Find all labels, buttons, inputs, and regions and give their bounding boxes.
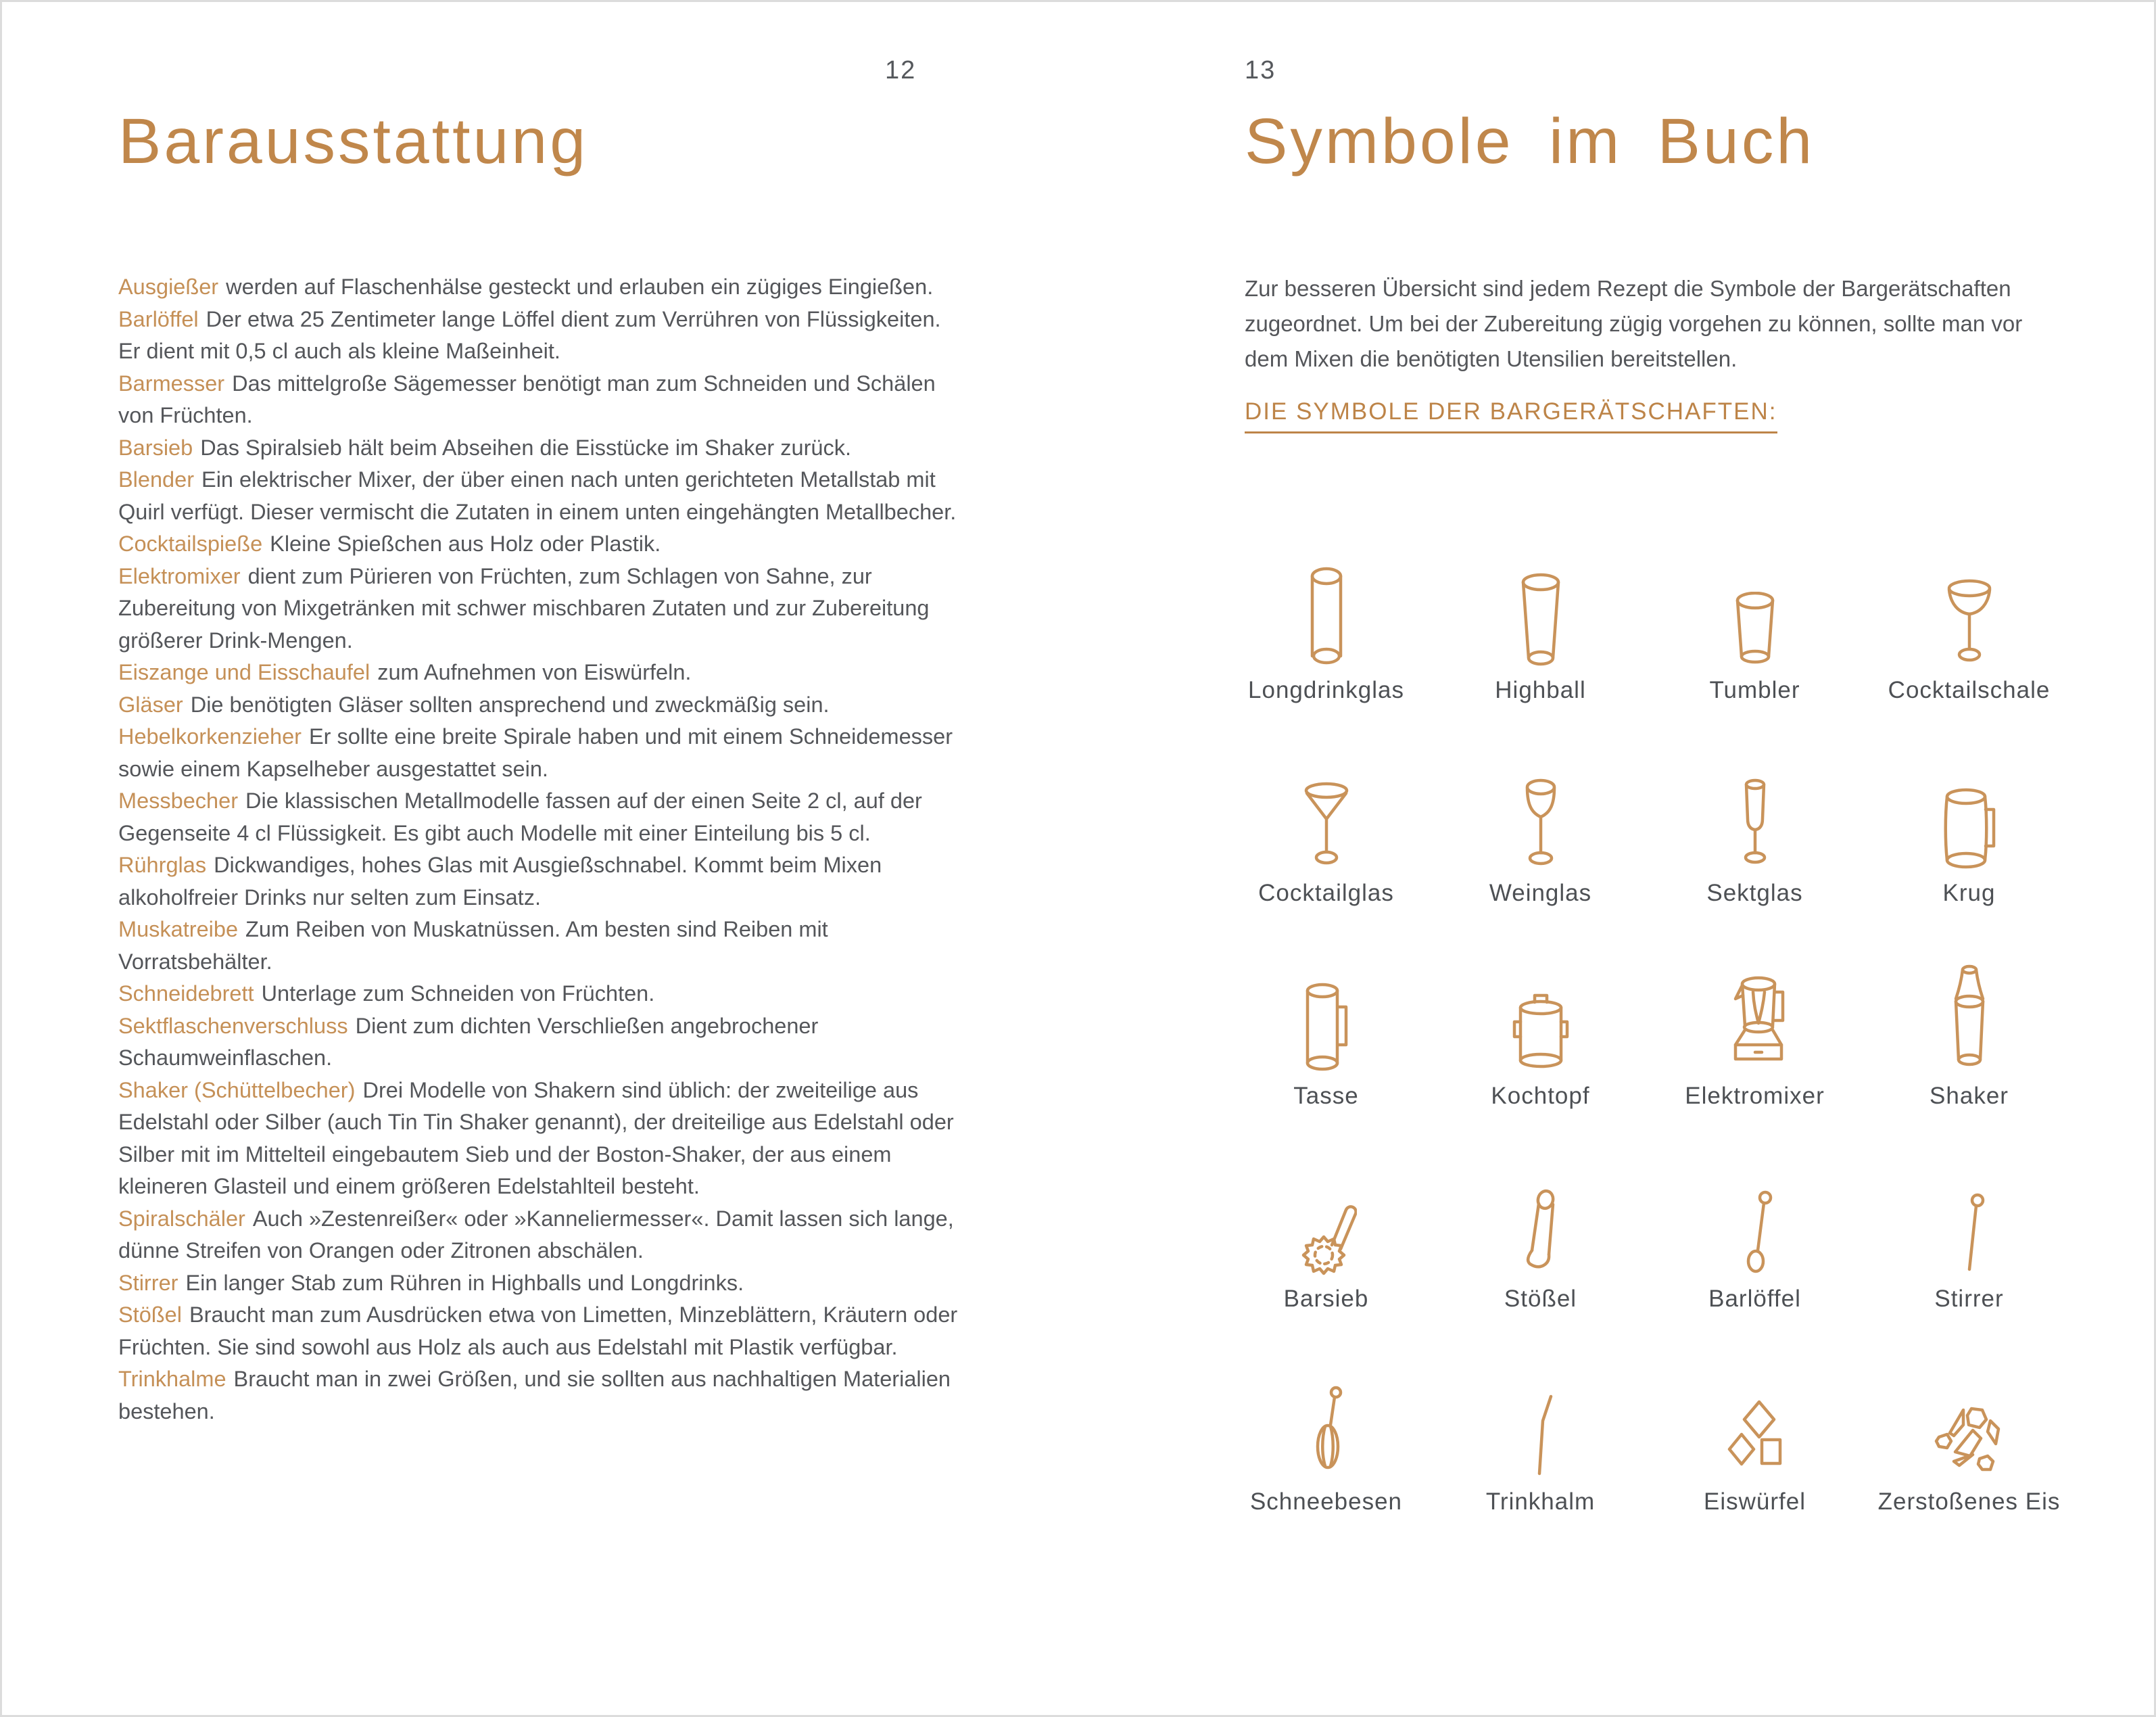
symbol-cell: [1219, 513, 1433, 716]
glossary-definition: Dickwandiges, hohes Glas mit Ausgießschnabel. Kommt beim Mixen alkoholfreier Drinks nur selten zum Einsatz.: [118, 853, 882, 910]
symbols-subheading: DIE SYMBOLE DER BARGERÄTSCHAFTEN:: [1245, 398, 1777, 433]
glossary-entry: [118, 368, 967, 432]
symbol-label: Kochtopf: [1491, 1083, 1590, 1109]
glossary-entry: [118, 914, 967, 978]
glossary-term: Barsieb: [118, 435, 193, 460]
symbol-label: Tumbler: [1709, 677, 1800, 703]
glossary-term: Spiralschäler: [118, 1206, 245, 1231]
trinkhalm-icon: [1525, 1390, 1556, 1479]
glossary-entry: [118, 1010, 967, 1075]
glossary-term: Sektflaschenverschluss: [118, 1013, 348, 1038]
symbol-label: Stirrer: [1934, 1286, 2004, 1312]
glossary-definition: Der etwa 25 Zentimeter lange Löffel dient zum Verrühren von Flüssigkeiten. Er dient mit 0,5 cl auch als kleine Maßeinheit.: [118, 306, 941, 363]
glossary-term: Eiszange und Eisschaufel: [118, 660, 370, 684]
zerstossenes-eis-icon: [1931, 1402, 2008, 1479]
stoessel-icon: [1518, 1188, 1563, 1276]
symbol-cell: [1219, 1122, 1433, 1325]
barsieb-icon: [1296, 1192, 1357, 1276]
glossary-term: Shaker (Schüttelbecher): [118, 1077, 356, 1102]
glossary-definition: Auch »Zestenreißer« oder »Kanneliermesser«. Damit lassen sich lange, dünne Streifen von Orangen oder Zitronen abschälen.: [118, 1206, 954, 1263]
glossary-term: Barlöffel: [118, 306, 199, 331]
glossary-entry: [118, 528, 967, 561]
kochtopf-icon: [1509, 989, 1573, 1073]
glossary-definition: zum Aufnehmen von Eiswürfeln.: [377, 660, 692, 684]
symbol-label: Elektromixer: [1685, 1083, 1825, 1109]
symbol-label: Tasse: [1293, 1083, 1359, 1109]
glossary-entry: [118, 561, 967, 657]
glossary-definition: Drei Modelle von Shakern sind üblich: der zweiteilige aus Edelstahl oder Silber (auch Tin Tin Shaker genannt), der dreiteilige aus Edelstahl oder Silber mit im Mittelteil eingebautem Sieb und der Boston-Shaker, der aus einem kleineren Glasteil und einem größeren Edelstahlteil besteht.: [118, 1077, 954, 1198]
schneebesen-icon: [1304, 1384, 1349, 1479]
symbol-label: Sektglas: [1706, 880, 1803, 906]
glossary-term: Muskatreibe: [118, 917, 239, 941]
tasse-icon: [1301, 981, 1351, 1073]
glossary-definition: Braucht man zum Ausdrücken etwa von Limetten, Minzeblättern, Kräutern oder Früchten. Sie sind sowohl aus Holz als auch aus Edelstahl mit Plastik verfügbar.: [118, 1302, 958, 1359]
glossary-entry: [118, 1203, 967, 1267]
page-number-left: 12: [885, 56, 917, 85]
intro-paragraph: Zur besseren Übersicht sind jedem Rezept die Symbole der Bargerätschaften zugeordnet. Um bei der Zubereitung zügig vorgehen zu können, sollte man vor dem Mixen die benötigten Utensilien bereitstellen.: [1245, 276, 2023, 371]
symbol-cell: [1219, 919, 1433, 1122]
glossary-term: Rührglas: [118, 853, 207, 877]
symbol-label: Cocktailglas: [1258, 880, 1394, 906]
right-page-title: Symbole im Buch: [1245, 105, 1815, 177]
symbol-label: Highball: [1495, 677, 1586, 703]
symbol-label: Shaker: [1930, 1083, 2009, 1109]
glossary-entry: [118, 304, 967, 368]
symbol-cell: [1862, 1122, 2076, 1325]
glossary-entry: [118, 1363, 967, 1428]
glossary-term: Stirrer: [118, 1270, 178, 1295]
symbol-cell: [1648, 1325, 1862, 1528]
symbol-cell: [1648, 919, 1862, 1122]
symbol-cell: [1433, 716, 1648, 919]
glossary-term: Gläser: [118, 692, 183, 717]
symbol-label: Longdrinkglas: [1248, 677, 1404, 703]
glossary-entry: [118, 657, 967, 689]
symbol-cell: [1862, 513, 2076, 716]
glossary-definition: Kleine Spießchen aus Holz oder Plastik.: [270, 532, 661, 556]
glossary-entry: [118, 1267, 967, 1300]
glossary-entry: [118, 464, 967, 528]
sektglas-icon: [1738, 777, 1773, 870]
eiswuerfel-icon: [1723, 1395, 1787, 1479]
glossary-entry: [118, 785, 967, 849]
page-number-right: 13: [1245, 56, 1276, 85]
glossary-term: Stößel: [118, 1302, 182, 1327]
left-page-title: Barausstattung: [118, 105, 589, 177]
symbol-label: Krug: [1942, 880, 1996, 906]
symbol-label: Eiswürfel: [1704, 1488, 1806, 1515]
glossary-definition: Zum Reiben von Muskatnüssen. Am besten sind Reiben mit Vorratsbehälter.: [118, 917, 828, 974]
symbol-label: Trinkhalm: [1485, 1488, 1596, 1515]
symbol-label: Stößel: [1504, 1286, 1577, 1312]
glossary-definition: Unterlage zum Schneiden von Früchten.: [261, 981, 655, 1006]
glossary-entry: [118, 1075, 967, 1203]
glossary-entry: [118, 721, 967, 785]
cocktailschale-icon: [1941, 578, 1998, 667]
symbol-cell: [1219, 1325, 1433, 1528]
symbol-cell: [1648, 513, 1862, 716]
symbol-label: Schneebesen: [1249, 1488, 1403, 1515]
symbol-label: Cocktailschale: [1888, 677, 2051, 703]
highball-icon: [1517, 573, 1564, 667]
glossary-entry: [118, 432, 967, 465]
glossary-definition: Die klassischen Metallmodelle fassen auf der einen Seite 2 cl, auf der Gegenseite 4 cl Flüssigkeit. Es gibt auch Modelle mit einer Einteilung bis 5 cl.: [118, 789, 922, 845]
glossary-definition: Dient zum dichten Verschließen angebrochener Schaumweinflaschen.: [118, 1013, 819, 1070]
symbol-cell: [1648, 1122, 1862, 1325]
glossary-definition: Ein elektrischer Mixer, der über einen nach unten gerichteten Metallstab mit Quirl verfügt. Dieser vermischt die Zutaten in einem unten eingehängten Metallbecher.: [118, 467, 957, 524]
symbol-cell: [1862, 919, 2076, 1122]
glossary-definition: dient zum Pürieren von Früchten, zum Schlagen von Sahne, zur Zubereitung von Mixgetränken mit schwer mischbaren Zutaten und zur Zubereitung größerer Drink-Mengen.: [118, 563, 930, 653]
glossary-entry: [118, 849, 967, 914]
symbol-cell: [1648, 716, 1862, 919]
symbol-cell: [1433, 919, 1648, 1122]
glossary-term: Messbecher: [118, 789, 239, 813]
glossary-definition: Er sollte eine breite Spirale haben und mit einem Schneidemesser sowie einem Kapselheber ausgestattet sein.: [118, 724, 953, 781]
glossary-definition: werden auf Flaschenhälse gesteckt und erlauben ein zügiges Eingießen.: [226, 275, 934, 299]
shaker-icon: [1950, 964, 1989, 1073]
glossary-term: Cocktailspieße: [118, 532, 263, 556]
glossary-definition: Die benötigten Gläser sollten ansprechend und zweckmäßig sein.: [190, 692, 830, 717]
elektromixer-icon: [1722, 973, 1788, 1073]
symbol-label: Barsieb: [1283, 1286, 1369, 1312]
tumbler-icon: [1731, 592, 1779, 667]
stirrer-icon: [1950, 1192, 1989, 1276]
symbol-cell: [1219, 716, 1433, 919]
glossary-term: Barmesser: [118, 371, 225, 396]
symbol-label: Weinglas: [1489, 880, 1592, 906]
symbol-cell: [1862, 716, 2076, 919]
glossary-term: Trinkhalme: [118, 1367, 226, 1391]
symbols-grid: [1219, 513, 2076, 1528]
barloeffel-icon: [1733, 1188, 1777, 1276]
glossary-term: Hebelkorkenzieher: [118, 724, 302, 749]
symbol-cell: [1433, 1122, 1648, 1325]
symbol-label: Barlöffel: [1708, 1286, 1801, 1312]
symbol-cell: [1862, 1325, 2076, 1528]
glossary-term: Ausgießer: [118, 275, 219, 299]
glossary-entry: [118, 1299, 967, 1363]
glossary-entry: [118, 271, 967, 304]
symbol-cell: [1433, 513, 1648, 716]
glossary-definition: Braucht man in zwei Größen, und sie sollten aus nachhaltigen Materialien bestehen.: [118, 1367, 951, 1424]
glossary-definition: Das Spiralsieb hält beim Abseihen die Eisstücke im Shaker zurück.: [200, 435, 852, 460]
weinglas-icon: [1520, 777, 1562, 870]
glossary-definition: Ein langer Stab zum Rühren in Highballs und Longdrinks.: [185, 1270, 744, 1295]
glossary-entry: [118, 689, 967, 722]
glossary-definition: Das mittelgroße Sägemesser benötigt man zum Schneiden und Schälen von Früchten.: [118, 371, 936, 427]
glossary-term: Schneidebrett: [118, 981, 254, 1006]
glossary-entry: [118, 978, 967, 1010]
symbol-label: Zerstoßenes Eis: [1877, 1488, 2061, 1515]
glossary-term: Blender: [118, 467, 195, 492]
glossary-term: Elektromixer: [118, 563, 241, 588]
cocktailglas-icon: [1298, 781, 1355, 870]
symbol-cell: [1433, 1325, 1648, 1528]
krug-icon: [1940, 786, 1999, 870]
glossary-list: [118, 271, 967, 1428]
longdrinkglas-icon: [1306, 566, 1347, 667]
